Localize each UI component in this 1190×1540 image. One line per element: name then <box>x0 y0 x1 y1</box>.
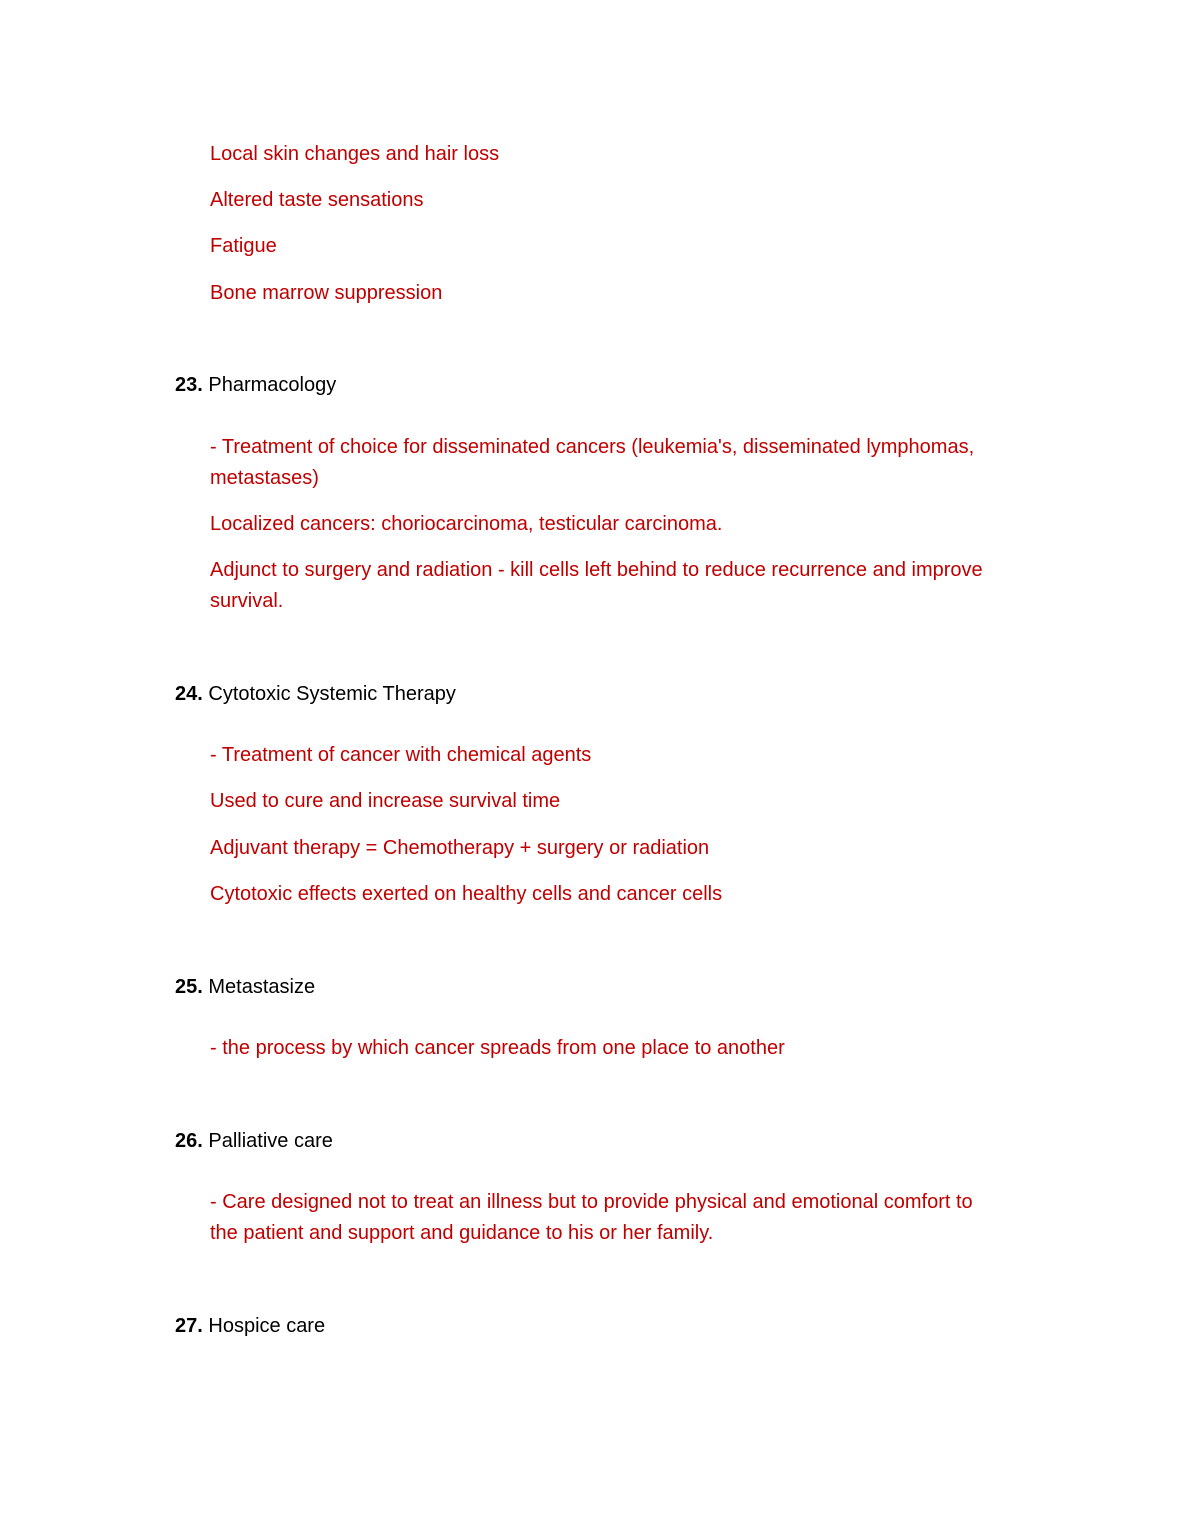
answer-line: - Treatment of choice for disseminated cancers (leukemia's, disseminated lymphomas, <box>210 436 975 458</box>
question-number: 26. <box>175 1130 203 1152</box>
question-25 <box>175 972 315 1003</box>
answer-line: - the process by which cancer spreads from one place to another <box>210 1037 785 1059</box>
question-27 <box>175 1311 325 1342</box>
question-number: 27. <box>175 1315 203 1337</box>
answer-line: metastases) <box>210 467 319 489</box>
answer-line: Cytotoxic effects exerted on healthy cells and cancer cells <box>210 883 723 905</box>
answer-line: - Treatment of cancer with chemical agents <box>210 744 592 766</box>
question-term: Metastasize <box>208 976 316 998</box>
answer-line: Fatigue <box>210 235 277 257</box>
question-term: Hospice care <box>208 1315 326 1337</box>
question-23 <box>175 370 336 401</box>
answer-line: Adjuvant therapy = Chemotherapy + surgery or radiation <box>210 837 710 859</box>
question-term: Palliative care <box>208 1130 333 1152</box>
answer-line: Local skin changes and hair loss <box>210 143 500 165</box>
answer-line: Adjunct to surgery and radiation - kill cells left behind to reduce recurrence and improve <box>210 559 983 581</box>
question-number: 23. <box>175 374 203 396</box>
answer-line: - Care designed not to treat an illness but to provide physical and emotional comfort to <box>210 1191 973 1213</box>
answer-line: Localized cancers: choriocarcinoma, testicular carcinoma. <box>210 513 723 535</box>
answer-line: Bone marrow suppression <box>210 282 443 304</box>
question-number: 25. <box>175 976 203 998</box>
question-24 <box>175 679 456 710</box>
answer-line: the patient and support and guidance to his or her family. <box>210 1222 714 1244</box>
question-term: Pharmacology <box>208 374 337 396</box>
question-26 <box>175 1126 333 1157</box>
question-number: 24. <box>175 683 203 705</box>
answer-line: survival. <box>210 590 284 612</box>
answer-line: Altered taste sensations <box>210 189 424 211</box>
question-term: Cytotoxic Systemic Therapy <box>208 683 456 705</box>
answer-line: Used to cure and increase survival time <box>210 790 561 812</box>
